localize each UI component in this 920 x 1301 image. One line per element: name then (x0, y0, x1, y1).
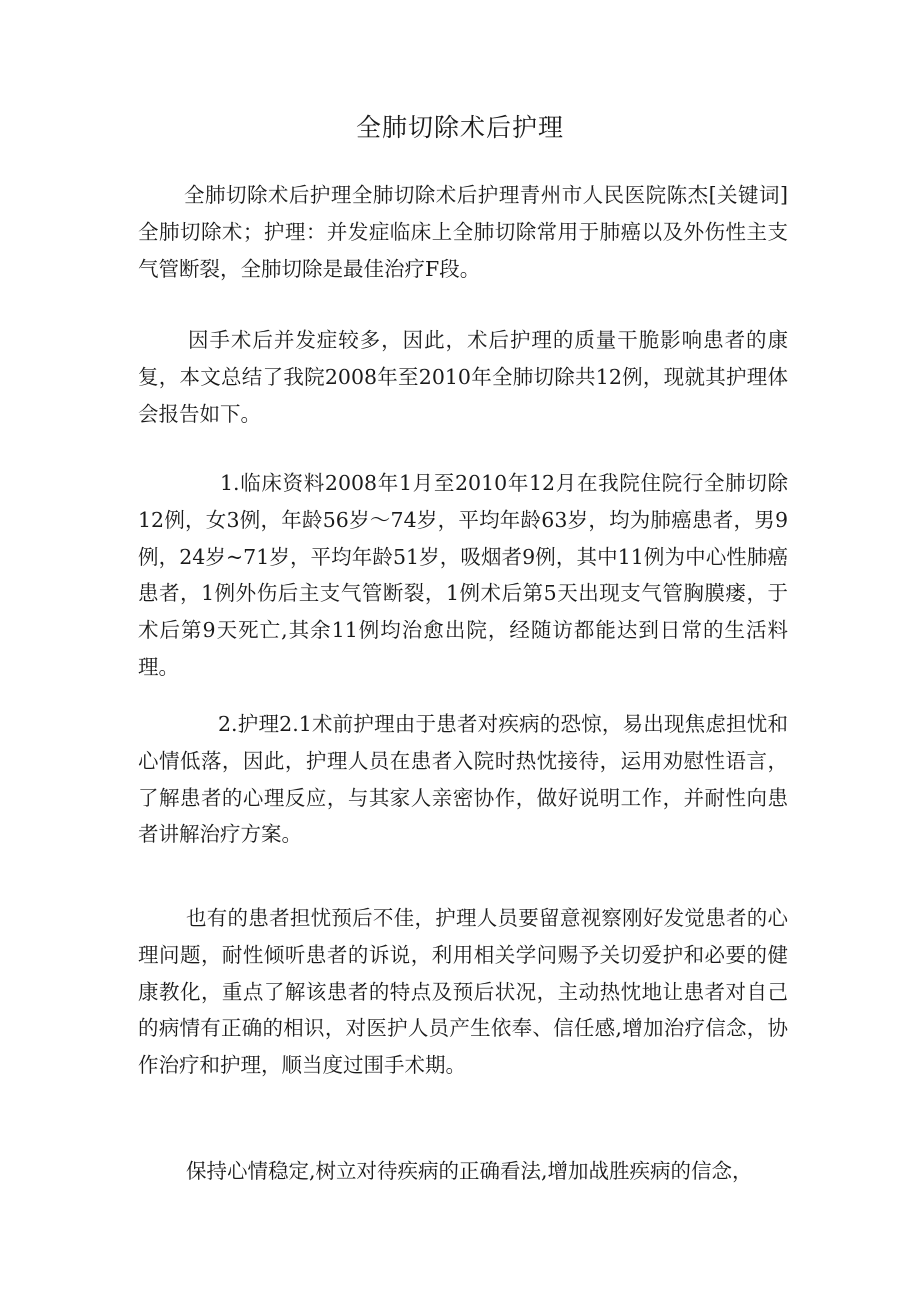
document-title: 全肺切除术后护理 (355, 113, 564, 142)
paragraph-clinical-data: 1.临床资料2008年1月至2010年12月在我院住院行全肺切除12例，女3例，年龄56岁～74岁，平均年龄63岁，均为肺癌患者，男9例，24岁~71岁，平均年龄51岁，吸烟者9例，其中11例为中心性肺癌患者，1例外伤后主支气管断裂，1例术后第5天出现支气管胸膜瘘，于术后第9天死亡,其余11例均治愈出院，经随访都能达到日常的生活料理。 (138, 471, 788, 679)
paragraph-summary: 因手术后并发症较多，因此，术后护理的质量干脆影响患者的康复，本文总结了我院2008年至2010年全肺切除共12例，现就其护理体会报告如下。 (138, 328, 788, 426)
paragraph-psych-care: 也有的患者担忧预后不佳，护理人员要留意视察刚好发觉患者的心理问题，耐性倾听患者的诉说，利用相关学问赐予关切爱护和必要的健康教化，重点了解该患者的特点及预后状况，主动热忱地让患者对自己的病情有正确的相识，对医护人员产生依奉、信任感,增加治疗信念，协作治疗和护理，顺当度过围手术期。 (138, 906, 788, 1078)
paragraph-intro: 全肺切除术后护理全肺切除术后护理青州市人民医院陈杰[关键词]全肺切除术；护理：并发症临床上全肺切除常用于肺癌以及外伤性主支气管断裂，全肺切除是最佳治疗F段。 (138, 183, 788, 281)
paragraph-emotional-stability: 保持心情稳定,树立对待疾病的正确看法,增加战胜疾病的信念， (186, 1159, 753, 1183)
paragraph-preop-care: 2.护理2.1术前护理由于患者对疾病的恐惊，易出现焦虑担忧和心情低落，因此，护理人员在患者入院时热忱接待，运用劝慰性语言，了解患者的心理反应，与其家人亲密协作，做好说明工作，并耐性向患者讲解治疗方案。 (138, 712, 788, 847)
